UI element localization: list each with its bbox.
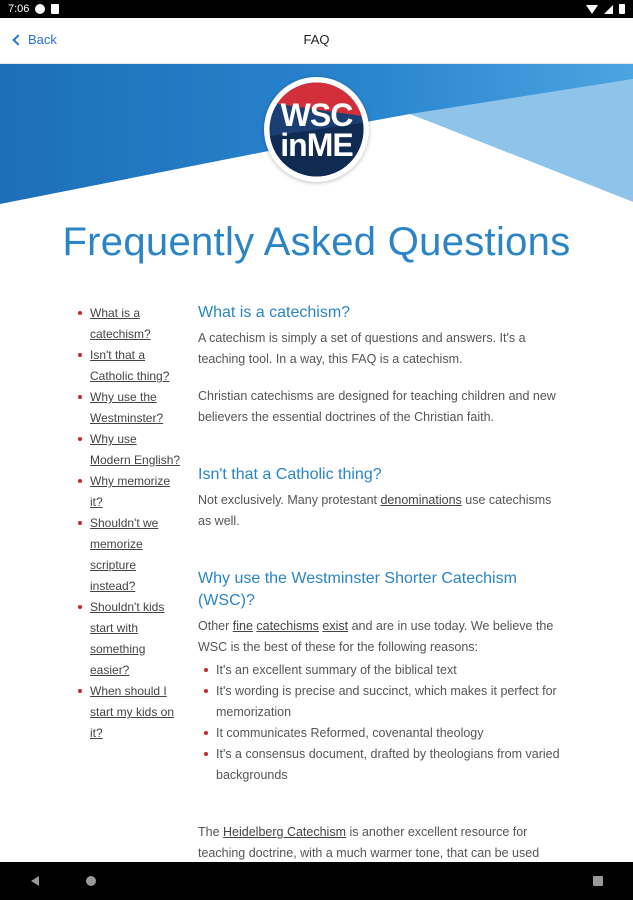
question-heading: Why use the Westminster Shorter Catechism (WSC)? [198,570,517,609]
system-nav-bar [0,862,633,900]
answer-paragraph: Christian catechisms are designed for teaching children and new believers the essential doctrines of the Christian faith. [198,389,556,424]
toc-link-kids-easier[interactable]: Shouldn't kids start with something easier? [90,600,165,677]
logo-text-inme: inME [280,127,353,163]
status-right [586,4,625,14]
toc-link-why-westminster[interactable]: Why use the Westminster? [90,390,164,425]
denominations-link[interactable]: denominations [380,493,462,507]
faq-content [198,302,568,864]
list-item: It's an excellent summary of the biblical text [198,660,568,681]
status-bar [0,0,633,18]
answer-paragraph: Other fine catechisms exist and are in use today. We believe the WSC is the best of these for the following reasons: [198,619,554,654]
toc-link-modern-english[interactable]: Why use Modern English? [90,432,181,467]
faq-heading: Frequently Asked Questions [62,220,571,264]
reasons-list [198,660,568,786]
toc-item [78,513,190,597]
nav-back-icon[interactable] [31,876,39,886]
list-item: It's a consensus document, drafted by theologians from varied backgrounds [198,744,568,786]
faq-toc [78,303,190,744]
toc-item [78,303,190,345]
notification-icon [35,4,45,14]
toc-link-catholic-thing[interactable]: Isn't that a Catholic thing? [90,348,170,383]
toc-link-what-is-catechism[interactable]: What is a catechism? [90,306,151,341]
answer-paragraph: The Heidelberg Catechism is another excellent resource for teaching doctrine, with a much warmer tone, that can be used [198,825,540,860]
fine-link[interactable]: fine [232,619,253,633]
question-heading: What is a catechism? [198,304,351,321]
catechisms-link[interactable]: catechisms [256,619,319,633]
answer-paragraph: A catechism is simply a set of questions and answers. It's a teaching tool. In a way, this FAQ is a catechism. [198,331,526,366]
toc-link-when-start[interactable]: When should I start my kids on it? [90,684,175,740]
wifi-icon [586,5,598,14]
nav-home-icon[interactable] [86,876,96,886]
wsc-in-me-logo [264,77,369,182]
toc-item [78,387,190,429]
toc-link-why-memorize[interactable]: Why memorize it? [90,474,171,509]
back-label: Back [28,32,57,47]
question-heading: Isn't that a Catholic thing? [198,466,382,483]
status-time: 7:06 [8,3,30,15]
toc-item [78,345,190,387]
answer-paragraph: Not exclusively. Many protestant denominations use catechisms as well. [198,493,552,528]
battery-icon [619,4,625,14]
nav-recents-icon[interactable] [593,876,603,886]
toc-item [78,429,190,471]
toc-link-memorize-scripture[interactable]: Shouldn't we memorize scripture instead? [90,516,159,593]
page-title: FAQ [303,32,330,47]
exist-link[interactable]: exist [322,619,349,633]
toc-item [78,471,190,513]
toc-item [78,681,190,744]
sim-icon [51,4,59,14]
status-left [8,3,59,15]
list-item: It communicates Reformed, covenantal theology [198,723,568,744]
logo-text-wsc: WSC [280,97,353,133]
signal-icon [604,5,613,14]
list-item: It's wording is precise and succinct, which makes it perfect for memorization [198,681,568,723]
app-header [0,18,633,64]
heidelberg-catechism-link[interactable]: Heidelberg Catechism [223,825,346,839]
toc-item [78,597,190,681]
